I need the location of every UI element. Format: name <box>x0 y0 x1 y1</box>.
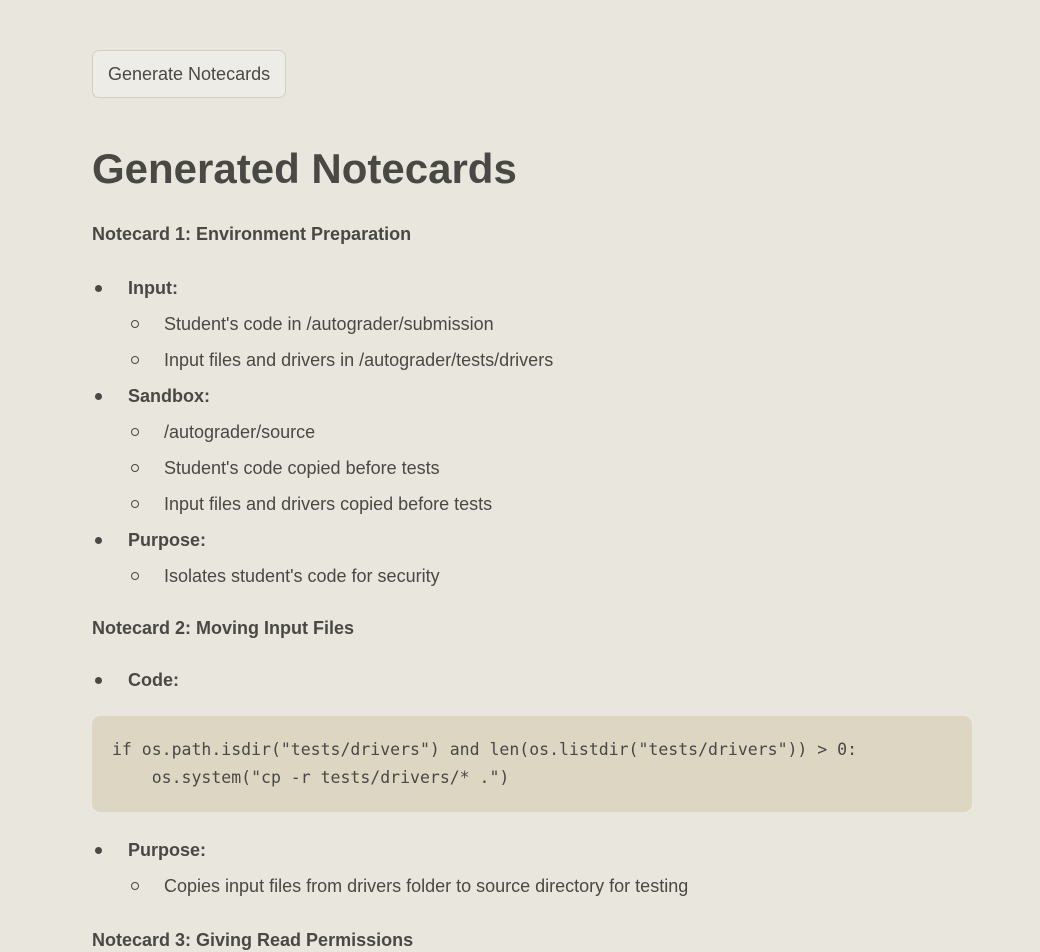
section-items <box>128 312 972 372</box>
notecard-title: Notecard 1: Environment Preparation <box>92 224 412 244</box>
bullet-circle-icon <box>131 464 139 472</box>
section-label: Sandbox: <box>128 386 211 406</box>
section-label: Input: <box>128 278 178 298</box>
section-label: Code: <box>128 670 179 690</box>
bullet-circle-icon <box>131 320 139 328</box>
bullet-dot-icon <box>95 677 102 684</box>
bullet-dot-icon <box>95 537 102 544</box>
section-items <box>128 420 972 516</box>
notecard-sections <box>92 838 972 898</box>
section-purpose <box>92 838 972 898</box>
notecard-sections <box>92 668 972 692</box>
list-item-text: Input files and drivers in /autograder/tests/drivers <box>164 350 554 370</box>
bullet-circle-icon <box>131 500 139 508</box>
section-label: Purpose: <box>128 530 207 550</box>
page-title: Generated Notecards <box>92 145 517 192</box>
list-item <box>128 312 972 336</box>
bullet-circle-icon <box>131 428 139 436</box>
list-item <box>128 874 972 898</box>
bullet-circle-icon <box>131 882 139 890</box>
section-sandbox <box>92 384 972 516</box>
bullet-dot-icon <box>95 847 102 854</box>
section-purpose <box>92 528 972 588</box>
notecard-title: Notecard 3: Giving Read Permissions <box>92 930 414 950</box>
notecard-title: Notecard 2: Moving Input Files <box>92 618 355 638</box>
section-label: Purpose: <box>128 840 207 860</box>
bullet-circle-icon <box>131 572 139 580</box>
section-items <box>128 564 972 588</box>
generate-notecards-button[interactable]: Generate Notecards <box>92 50 286 98</box>
list-item-text: /autograder/source <box>164 422 316 442</box>
bullet-circle-icon <box>131 356 139 364</box>
notecards-content <box>92 50 972 952</box>
list-item-text: Student's code in /autograder/submission <box>164 314 494 334</box>
bullet-dot-icon <box>95 285 102 292</box>
section-code <box>92 668 972 692</box>
list-item-text: Isolates student's code for security <box>164 566 440 586</box>
bullet-dot-icon <box>95 393 102 400</box>
section-items <box>128 874 972 898</box>
list-item-text: Input files and drivers copied before tests <box>164 494 493 514</box>
code-block: if os.path.isdir("tests/drivers") and len(os.listdir("tests/drivers")) > 0: os.system("cp -r tests/drivers/* .") <box>92 716 972 812</box>
notecard-1 <box>92 222 972 588</box>
list-item <box>128 348 972 372</box>
list-item <box>128 456 972 480</box>
list-item <box>128 420 972 444</box>
notecard-2 <box>92 616 972 898</box>
section-input <box>92 276 972 372</box>
notecard-sections <box>92 276 972 588</box>
list-item-text: Copies input files from drivers folder to source directory for testing <box>164 876 689 896</box>
list-item-text: Student's code copied before tests <box>164 458 440 478</box>
notecard-3 <box>92 928 972 952</box>
list-item <box>128 564 972 588</box>
list-item <box>128 492 972 516</box>
